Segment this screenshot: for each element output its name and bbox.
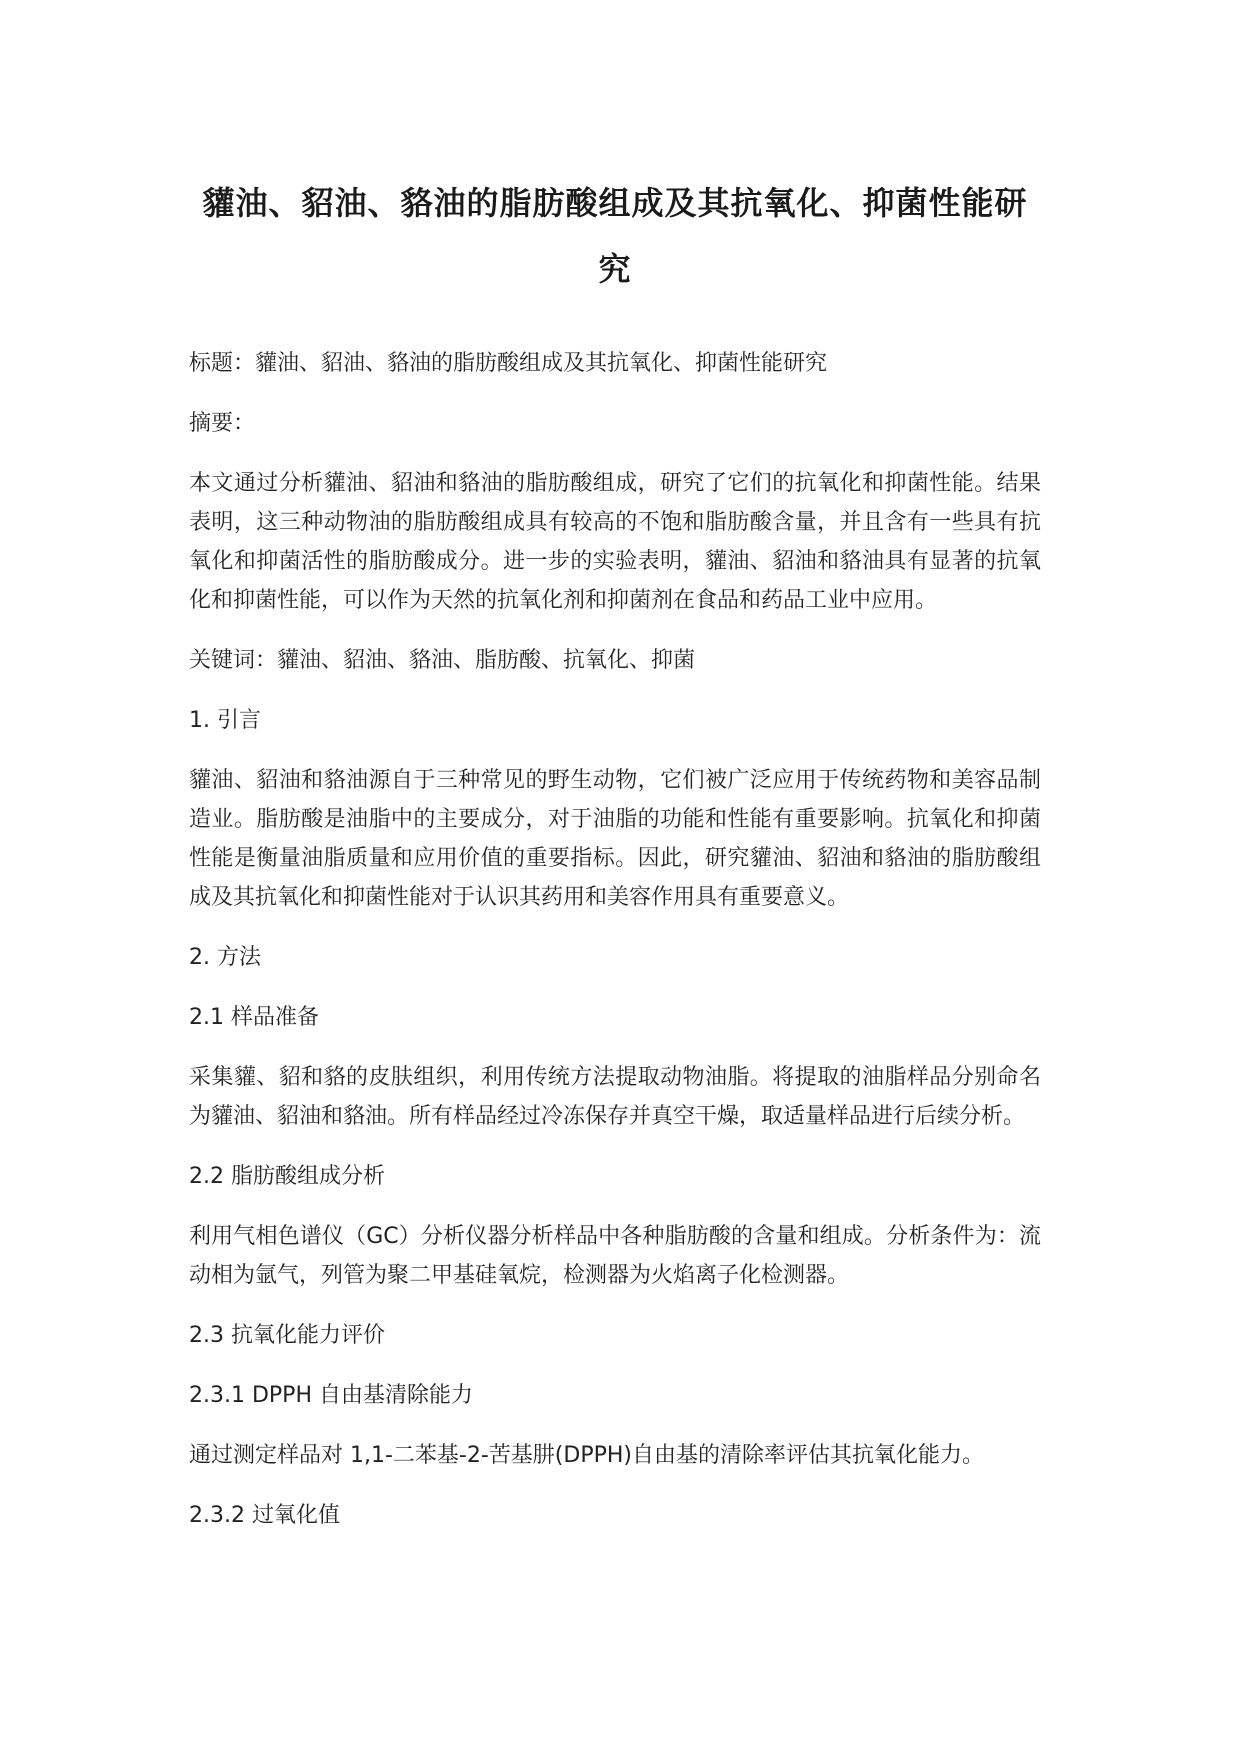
section-1-heading: 1. 引言 [189, 708, 261, 733]
section-2-3-1-paragraph: 通过测定样品对 1,1-二苯基-2-苦基肼(DPPH)自由基的清除率评估其抗氧化能力。 [189, 1443, 984, 1468]
section-1-paragraph: 貛油、貂油和貉油源自于三种常见的野生动物，它们被广泛应用于传统药物和美容品制造业。脂肪酸是油脂中的主要成分，对于油脂的功能和性能有重要影响。抗氧化和抑菌性能是衡量油脂质量和应用价值的重要指标。因此，研究貛油、貂油和貉油的脂肪酸组成及其抗氧化和抑菌性能对于认识其药用和美容作用具有重要意义。 [189, 768, 1041, 910]
document-page [189, 170, 1041, 1556]
section-2-2-paragraph: 利用气相色谱仪（GC）分析仪器分析样品中各种脂肪酸的含量和组成。分析条件为：流动相为氩气，列管为聚二甲基硅氧烷，检测器为火焰离子化检测器。 [189, 1224, 1041, 1288]
section-2-2-heading: 2.2 脂肪酸组成分析 [189, 1164, 385, 1189]
abstract-heading: 摘要： [189, 411, 256, 436]
section-2-heading: 2. 方法 [189, 945, 261, 970]
section-2-1-heading: 2.1 样品准备 [189, 1005, 319, 1030]
section-2-3-2-heading: 2.3.2 过氧化值 [189, 1503, 340, 1528]
section-2-3-heading: 2.3 抗氧化能力评价 [189, 1323, 385, 1348]
section-2-1-paragraph: 采集貛、貂和貉的皮肤组织，利用传统方法提取动物油脂。将提取的油脂样品分别命名为貛油、貂油和貉油。所有样品经过冷冻保存并真空干燥，取适量样品进行后续分析。 [189, 1065, 1041, 1129]
abstract-paragraph: 本文通过分析貛油、貂油和貉油的脂肪酸组成，研究了它们的抗氧化和抑菌性能。结果表明，这三种动物油的脂肪酸组成具有较高的不饱和脂肪酸含量，并且含有一些具有抗氧化和抑菌活性的脂肪酸成分。进一步的实验表明，貛油、貂油和貉油具有显著的抗氧化和抑菌性能，可以作为天然的抗氧化剂和抑菌剂在食品和药品工业中应用。 [189, 471, 1041, 613]
section-2-3-1-heading: 2.3.1 DPPH 自由基清除能力 [189, 1383, 473, 1408]
title-line: 标题：貛油、貂油、貉油的脂肪酸组成及其抗氧化、抑菌性能研究 [189, 351, 828, 376]
document-title: 貛油、貂油、貉油的脂肪酸组成及其抗氧化、抑菌性能研究 [202, 184, 1028, 288]
keywords-line: 关键词：貛油、貂油、貉油、脂肪酸、抗氧化、抑菌 [189, 648, 696, 673]
